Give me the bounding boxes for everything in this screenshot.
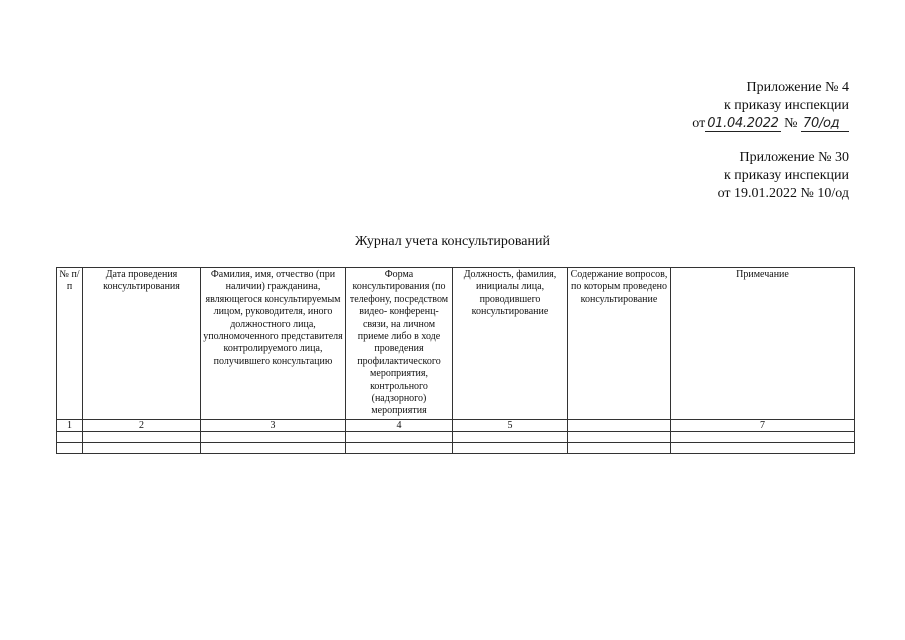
header-cell-number: № п/п: [57, 268, 83, 420]
empty-cell: [201, 431, 346, 442]
header-cell-person: Фамилия, имя, отчество (при наличии) гражданина, являющегося консультируемым лицом, руководителя, иного должностного лица, уполномоченного представителя контролируемого лица, получившего консультацию: [201, 268, 346, 420]
empty-cell: [346, 431, 453, 442]
empty-cell: [83, 431, 201, 442]
table-row: [57, 431, 855, 442]
table-row: [57, 442, 855, 453]
journal-title: Журнал учета консультирований: [355, 234, 550, 249]
column-number-cell: 1: [57, 419, 83, 431]
header-cell-official: Должность, фамилия, инициалы лица, проводившего консультирование: [453, 268, 568, 420]
appendix-current-subtitle: к приказу инспекции: [723, 98, 849, 113]
header-cell-note: Примечание: [671, 268, 855, 420]
column-number-cell: 5: [453, 419, 568, 431]
column-number-cell: [568, 419, 671, 431]
column-number-cell: 3: [201, 419, 346, 431]
empty-cell: [57, 442, 83, 453]
appendix-current-number-sign: №: [784, 116, 798, 131]
empty-cell: [83, 442, 201, 453]
empty-cell: [453, 442, 568, 453]
appendix-previous-date-line: от 19.01.2022 № 10/од: [717, 186, 849, 201]
appendix-current-block: [692, 79, 849, 133]
empty-cell: [453, 431, 568, 442]
empty-cell: [671, 431, 855, 442]
empty-cell: [671, 442, 855, 453]
empty-cell: [346, 442, 453, 453]
header-cell-content: Содержание вопросов, по которым проведено консультирование: [568, 268, 671, 420]
empty-cell: [201, 442, 346, 453]
appendix-current-from-prefix: от: [692, 116, 706, 131]
column-number-cell: 7: [671, 419, 855, 431]
appendix-current-title: Приложение № 4: [746, 80, 849, 95]
empty-cell: [568, 431, 671, 442]
table-header-row: [57, 268, 855, 420]
appendix-previous-subtitle: к приказу инспекции: [723, 168, 849, 183]
empty-cell: [568, 442, 671, 453]
empty-cell: [57, 431, 83, 442]
column-number-row: [57, 419, 855, 431]
column-number-cell: 2: [83, 419, 201, 431]
appendix-previous-title: Приложение № 30: [739, 150, 849, 165]
appendix-previous-block: [718, 149, 849, 203]
column-number-cell: 4: [346, 419, 453, 431]
header-cell-form: Форма консультирования (по телефону, посредством видео- конференц-связи, на личном приеме либо в ходе проведения профилактического мероприятия, контрольного (надзорного) мероприятия: [346, 268, 453, 420]
appendix-current-date-line: [692, 115, 849, 133]
journal-table: [56, 267, 855, 454]
header-cell-date: Дата проведения консультирования: [83, 268, 201, 420]
appendix-current-handwritten-date: 01.04.2022: [707, 116, 779, 131]
appendix-current-handwritten-number: 70/од: [801, 117, 849, 132]
